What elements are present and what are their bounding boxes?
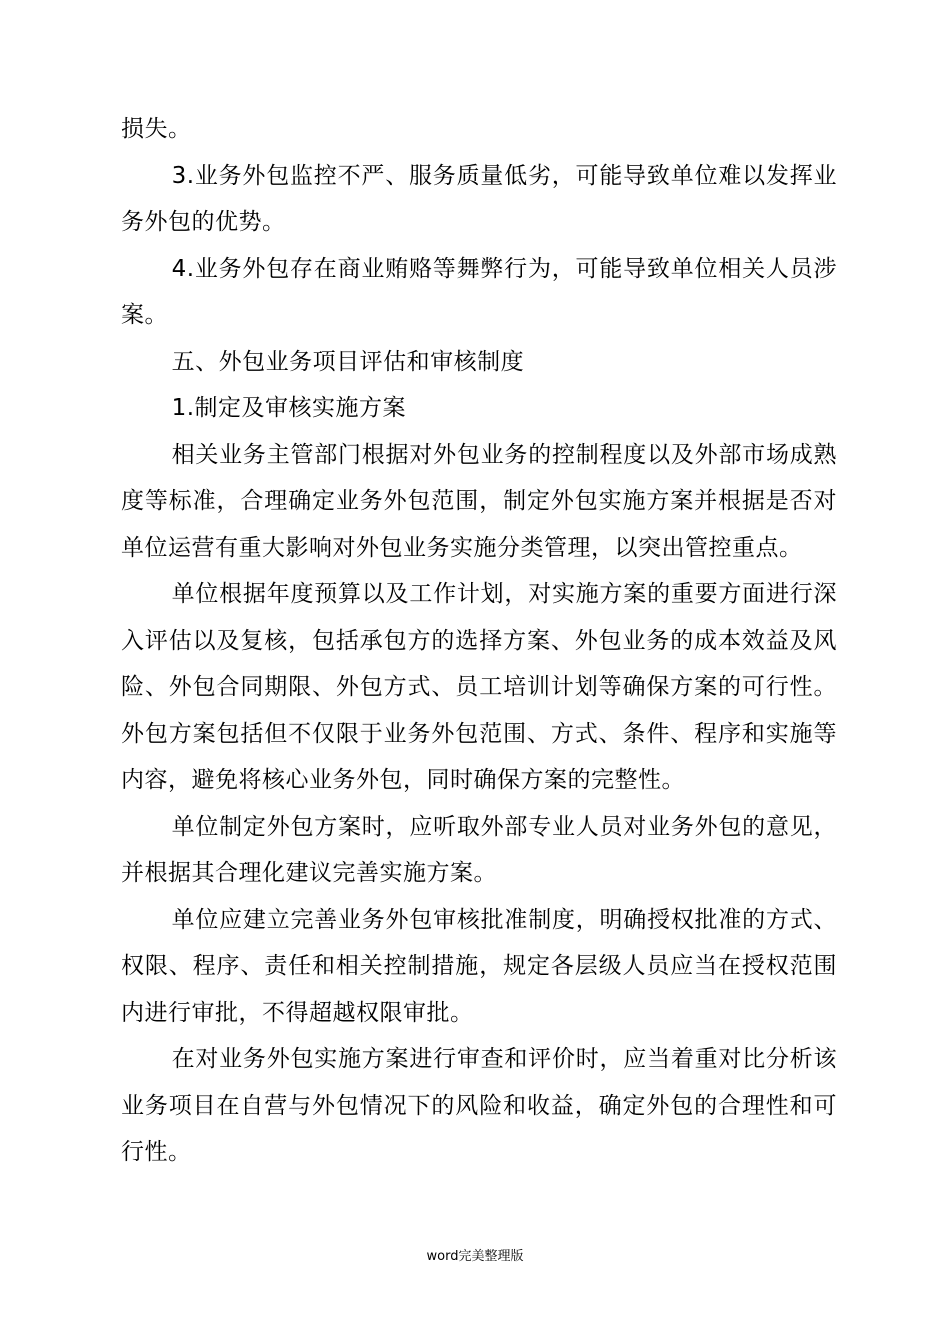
document-body [121,106,837,1176]
subsection-heading: 1.制定及审核实施方案 [171,395,407,421]
paragraph-evaluation: 单位根据年度预算以及工作计划，对实施方案的重要方面进行深入评估以及复核，包括承包方的选择方案、外包业务的成本效益及风险、外包合同期限、外包方式、员工培训计划等确保方案的可行性。外包方案包括但不仅限于业务外包范围、方式、条件、程序和实施等内容，避免将核心业务外包，同时确保方案的完整性。 [121,581,837,793]
paragraph-review: 在对业务外包实施方案进行审查和评价时，应当着重对比分析该业务项目在自营与外包情况下的风险和收益，确定外包的合理性和可行性。 [121,1046,837,1165]
paragraph-item-3: 3.业务外包监控不严、服务质量低劣，可能导致单位难以发挥业务外包的优势。 [121,162,837,235]
paragraph-item-4: 4.业务外包存在商业贿赂等舞弊行为，可能导致单位相关人员涉案。 [121,255,837,328]
paragraph-scope: 相关业务主管部门根据对外包业务的控制程度以及外部市场成熟度等标准，合理确定业务外包范围，制定外包实施方案并根据是否对单位运营有重大影响对外包业务实施分类管理，以突出管控重点。 [121,441,837,561]
paragraph-continuation: 损失。 [121,116,192,142]
page-footer: word完美整理版 [426,1249,524,1264]
paragraph-approval: 单位应建立完善业务外包审核批准制度，明确授权批准的方式、权限、程序、责任和相关控制措施，规定各层级人员应当在授权范围内进行审批，不得超越权限审批。 [121,906,837,1026]
paragraph-expert-opinion: 单位制定外包方案时，应听取外部专业人员对业务外包的意见，并根据其合理化建议完善实施方案。 [121,813,837,886]
section-heading: 五、外包业务项目评估和审核制度 [171,348,525,375]
